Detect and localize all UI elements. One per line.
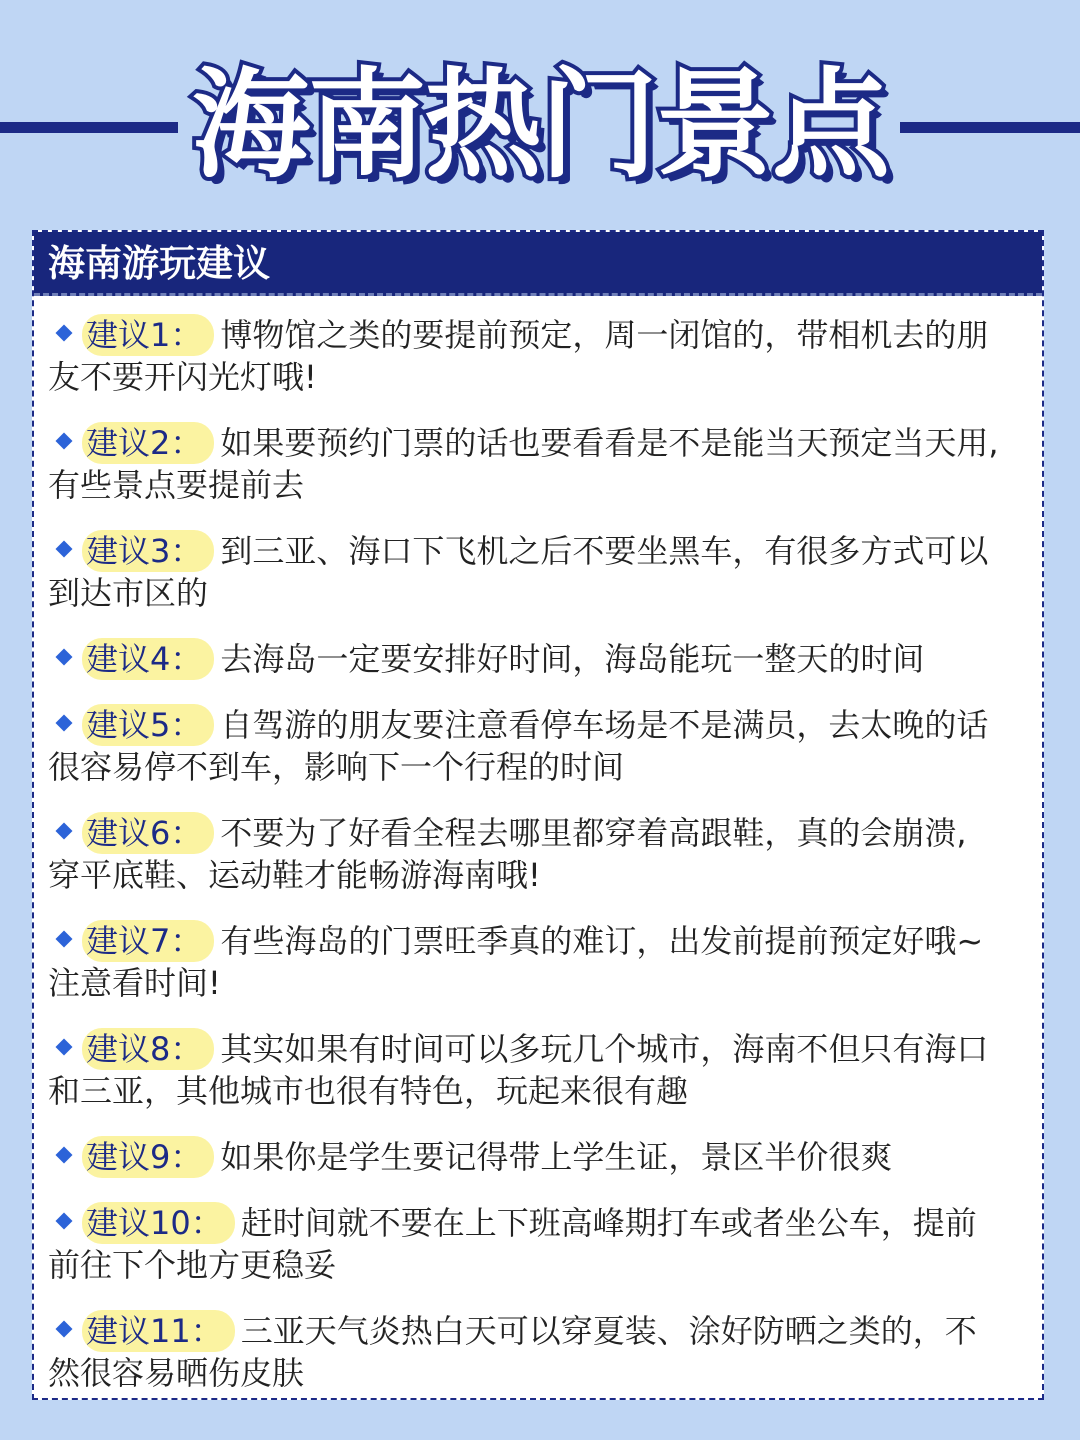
tip-text-line1: 三亚天气炎热白天可以穿夏装、涂好防晒之类的，不 [240,1312,977,1350]
tip-text-line1: 有些海岛的门票旺季真的难订，出发前提前预定好哦~ [220,922,984,960]
tip-text-line2: 前往下个地方更稳妥 [48,1246,337,1284]
tip-item [48,704,1038,788]
title-decor-line-right [900,122,1080,133]
tip-text-line2: 到达市区的 [48,574,209,612]
tip-text-line2: 很容易停不到车，影响下一个行程的时间 [48,748,625,786]
diamond-bullet-icon [56,1213,73,1230]
tip-text-line1: 赶时间就不要在上下班高峰期打车或者坐公车，提前 [240,1204,977,1242]
title-decor-line-left [0,122,178,133]
tip-label: 建议1： [82,314,214,356]
tip-text-line1: 其实如果有时间可以多玩几个城市，海南不但只有海口 [220,1030,989,1068]
tip-label: 建议9： [82,1136,214,1178]
page-title: 海南热门景点 [191,56,888,194]
tip-text-line2: 然很容易晒伤皮肤 [48,1354,305,1392]
tip-item [48,314,1038,398]
tip-label: 建议3： [82,530,214,572]
tip-item [48,422,1038,506]
tip-text-line2: 和三亚，其他城市也很有特色，玩起来很有趣 [48,1072,689,1110]
tip-label: 建议10： [82,1202,235,1244]
diamond-bullet-icon [56,715,73,732]
tip-label: 建议5： [82,704,214,746]
section-title: 海南游玩建议 [48,242,270,285]
diamond-bullet-icon [56,1321,73,1338]
diamond-bullet-icon [56,931,73,948]
tip-text-line1: 如果你是学生要记得带上学生证，景区半价很爽 [220,1138,893,1176]
tips-list [48,314,1038,1418]
tip-label: 建议8： [82,1028,214,1070]
diamond-bullet-icon [56,433,73,450]
tip-text-line1: 去海岛一定要安排好时间，海岛能玩一整天的时间 [220,640,925,678]
tip-label: 建议6： [82,812,214,854]
card-header [34,232,1042,296]
diamond-bullet-icon [56,649,73,666]
tip-item [48,1028,1038,1112]
tip-label: 建议4： [82,638,214,680]
tips-card [32,230,1044,1400]
tip-text-line1: 自驾游的朋友要注意看停车场是不是满员，去太晚的话 [220,706,989,744]
tip-text-line1: 博物馆之类的要提前预定，周一闭馆的，带相机去的朋 [220,316,989,354]
tip-item [48,530,1038,614]
tip-label: 建议11： [82,1310,235,1352]
diamond-bullet-icon [56,823,73,840]
tip-item [48,1136,1038,1178]
tip-text-line2: 有些景点要提前去 [48,466,305,504]
diamond-bullet-icon [56,325,73,342]
tip-text-line2: 友不要开闪光灯哦! [48,358,317,396]
tip-item [48,920,1038,1004]
tip-item [48,1202,1038,1286]
tip-item [48,638,1038,680]
tip-label: 建议2： [82,422,214,464]
diamond-bullet-icon [56,1147,73,1164]
tip-text-line1: 到三亚、海口下飞机之后不要坐黑车，有很多方式可以 [220,532,989,570]
tip-text-line2: 注意看时间! [48,964,221,1002]
tip-text-line2: 穿平底鞋、运动鞋才能畅游海南哦! [48,856,541,894]
tip-item [48,1310,1038,1394]
tip-item [48,812,1038,896]
tip-text-line1: 如果要预约门票的话也要看看是不是能当天预定当天用, [220,424,999,462]
tip-label: 建议7： [82,920,214,962]
tip-text-line1: 不要为了好看全程去哪里都穿着高跟鞋，真的会崩溃, [220,814,967,852]
diamond-bullet-icon [56,1039,73,1056]
diamond-bullet-icon [56,541,73,558]
